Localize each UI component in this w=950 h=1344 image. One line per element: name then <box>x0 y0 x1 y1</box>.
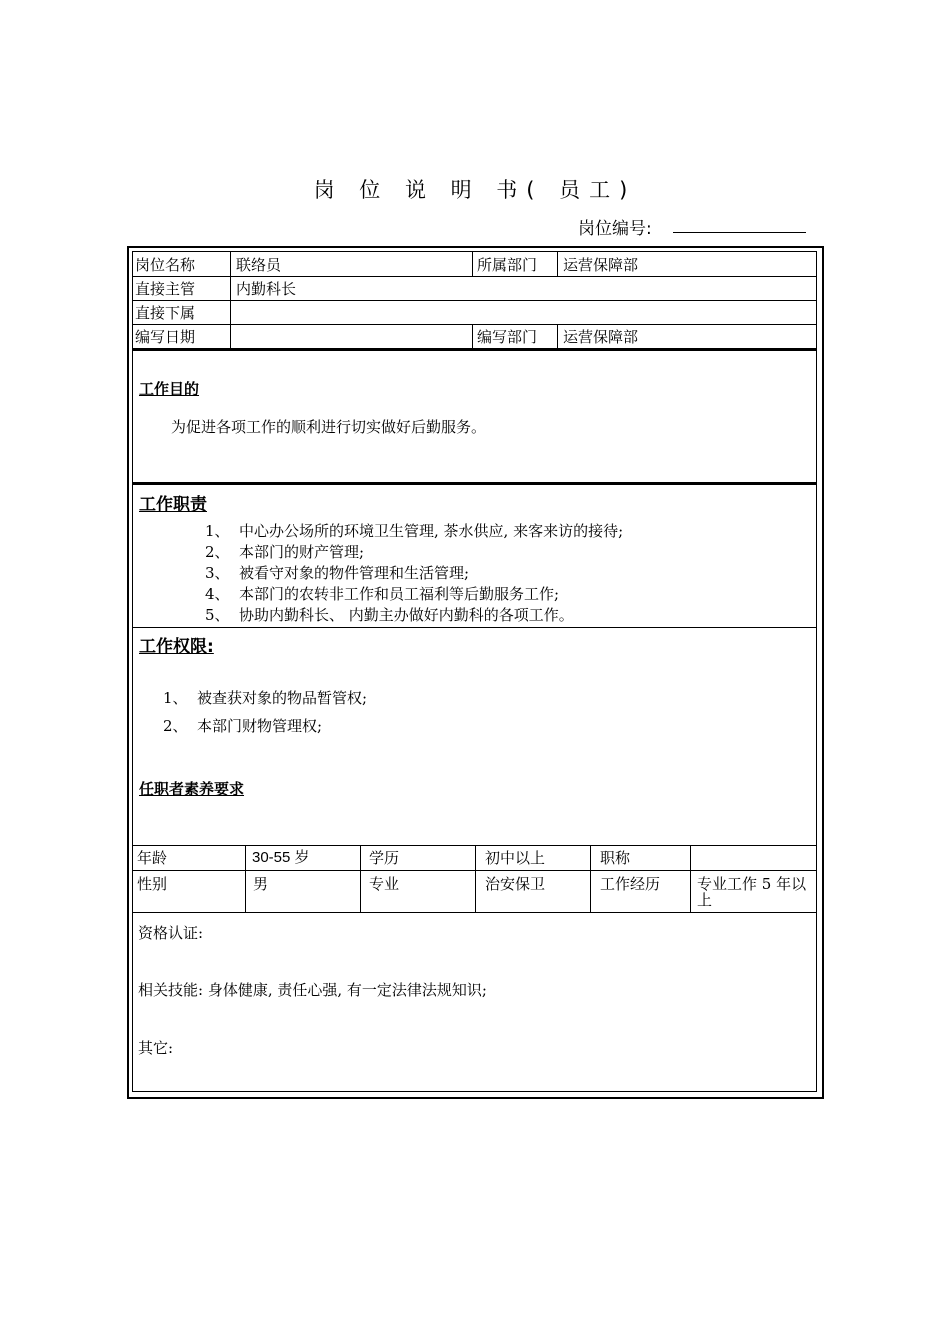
major-value: 治安保卫 <box>485 875 546 893</box>
position-name-label: 岗位名称 <box>135 256 196 274</box>
education-label: 学历 <box>369 849 400 867</box>
supervisor-value: 内勤科长 <box>236 280 297 298</box>
list-item: 2、 本部门财物管理权; <box>163 717 323 735</box>
title-label: 职称 <box>600 849 631 867</box>
list-item: 2、 本部门的财产管理; <box>205 543 365 561</box>
position-name-value: 联络员 <box>236 256 282 274</box>
section-divider <box>132 627 817 628</box>
department-value: 运营保障部 <box>563 256 639 274</box>
qualification-label: 资格认证: <box>138 924 204 942</box>
author-department-value: 运营保障部 <box>563 328 639 346</box>
subordinate-label: 直接下属 <box>135 304 196 322</box>
experience-label: 工作经历 <box>600 875 661 893</box>
list-item: 1、 中心办公场所的环境卫生管理, 茶水供应, 来客来访的接待; <box>205 522 624 540</box>
document-title: 岗 位 说 明 书( 员工) <box>313 178 637 202</box>
list-item: 5、 协助内勤科长、 内勤主办做好内勤科的各项工作。 <box>205 606 574 624</box>
age-label: 年龄 <box>137 849 168 867</box>
experience-value: 专业工作 5 年以上 <box>697 875 807 909</box>
list-item: 1、 被查获对象的物品暂管权; <box>163 689 368 707</box>
purpose-text: 为促进各项工作的顺利进行切实做好后勤服务。 <box>171 418 487 436</box>
major-label: 专业 <box>369 875 400 893</box>
skills-text: 相关技能: 身体健康, 责任心强, 有一定法律法规知识; <box>138 981 487 999</box>
requirements-heading: 任职者素养要求 <box>139 780 245 798</box>
supervisor-label: 直接主管 <box>135 280 196 298</box>
position-number-blank <box>673 232 806 233</box>
gender-value: 男 <box>253 875 269 893</box>
purpose-heading: 工作目的 <box>139 380 200 398</box>
date-label: 编写日期 <box>135 328 196 346</box>
authority-heading: 工作权限: <box>139 637 214 657</box>
list-item: 4、 本部门的农转非工作和员工福利等后勤服务工作; <box>205 585 560 603</box>
education-value: 初中以上 <box>485 849 546 867</box>
gender-label: 性别 <box>137 875 168 893</box>
position-number-label: 岗位编号: <box>578 219 652 239</box>
other-label: 其它: <box>138 1039 174 1057</box>
author-department-label: 编写部门 <box>477 328 538 346</box>
age-value: 30-55 岁 <box>252 849 310 866</box>
form-inner-border <box>132 251 817 1092</box>
duties-heading: 工作职责 <box>139 495 207 515</box>
department-label: 所属部门 <box>477 256 538 274</box>
list-item: 3、 被看守对象的物件管理和生活管理; <box>205 564 470 582</box>
section-divider <box>132 482 817 485</box>
